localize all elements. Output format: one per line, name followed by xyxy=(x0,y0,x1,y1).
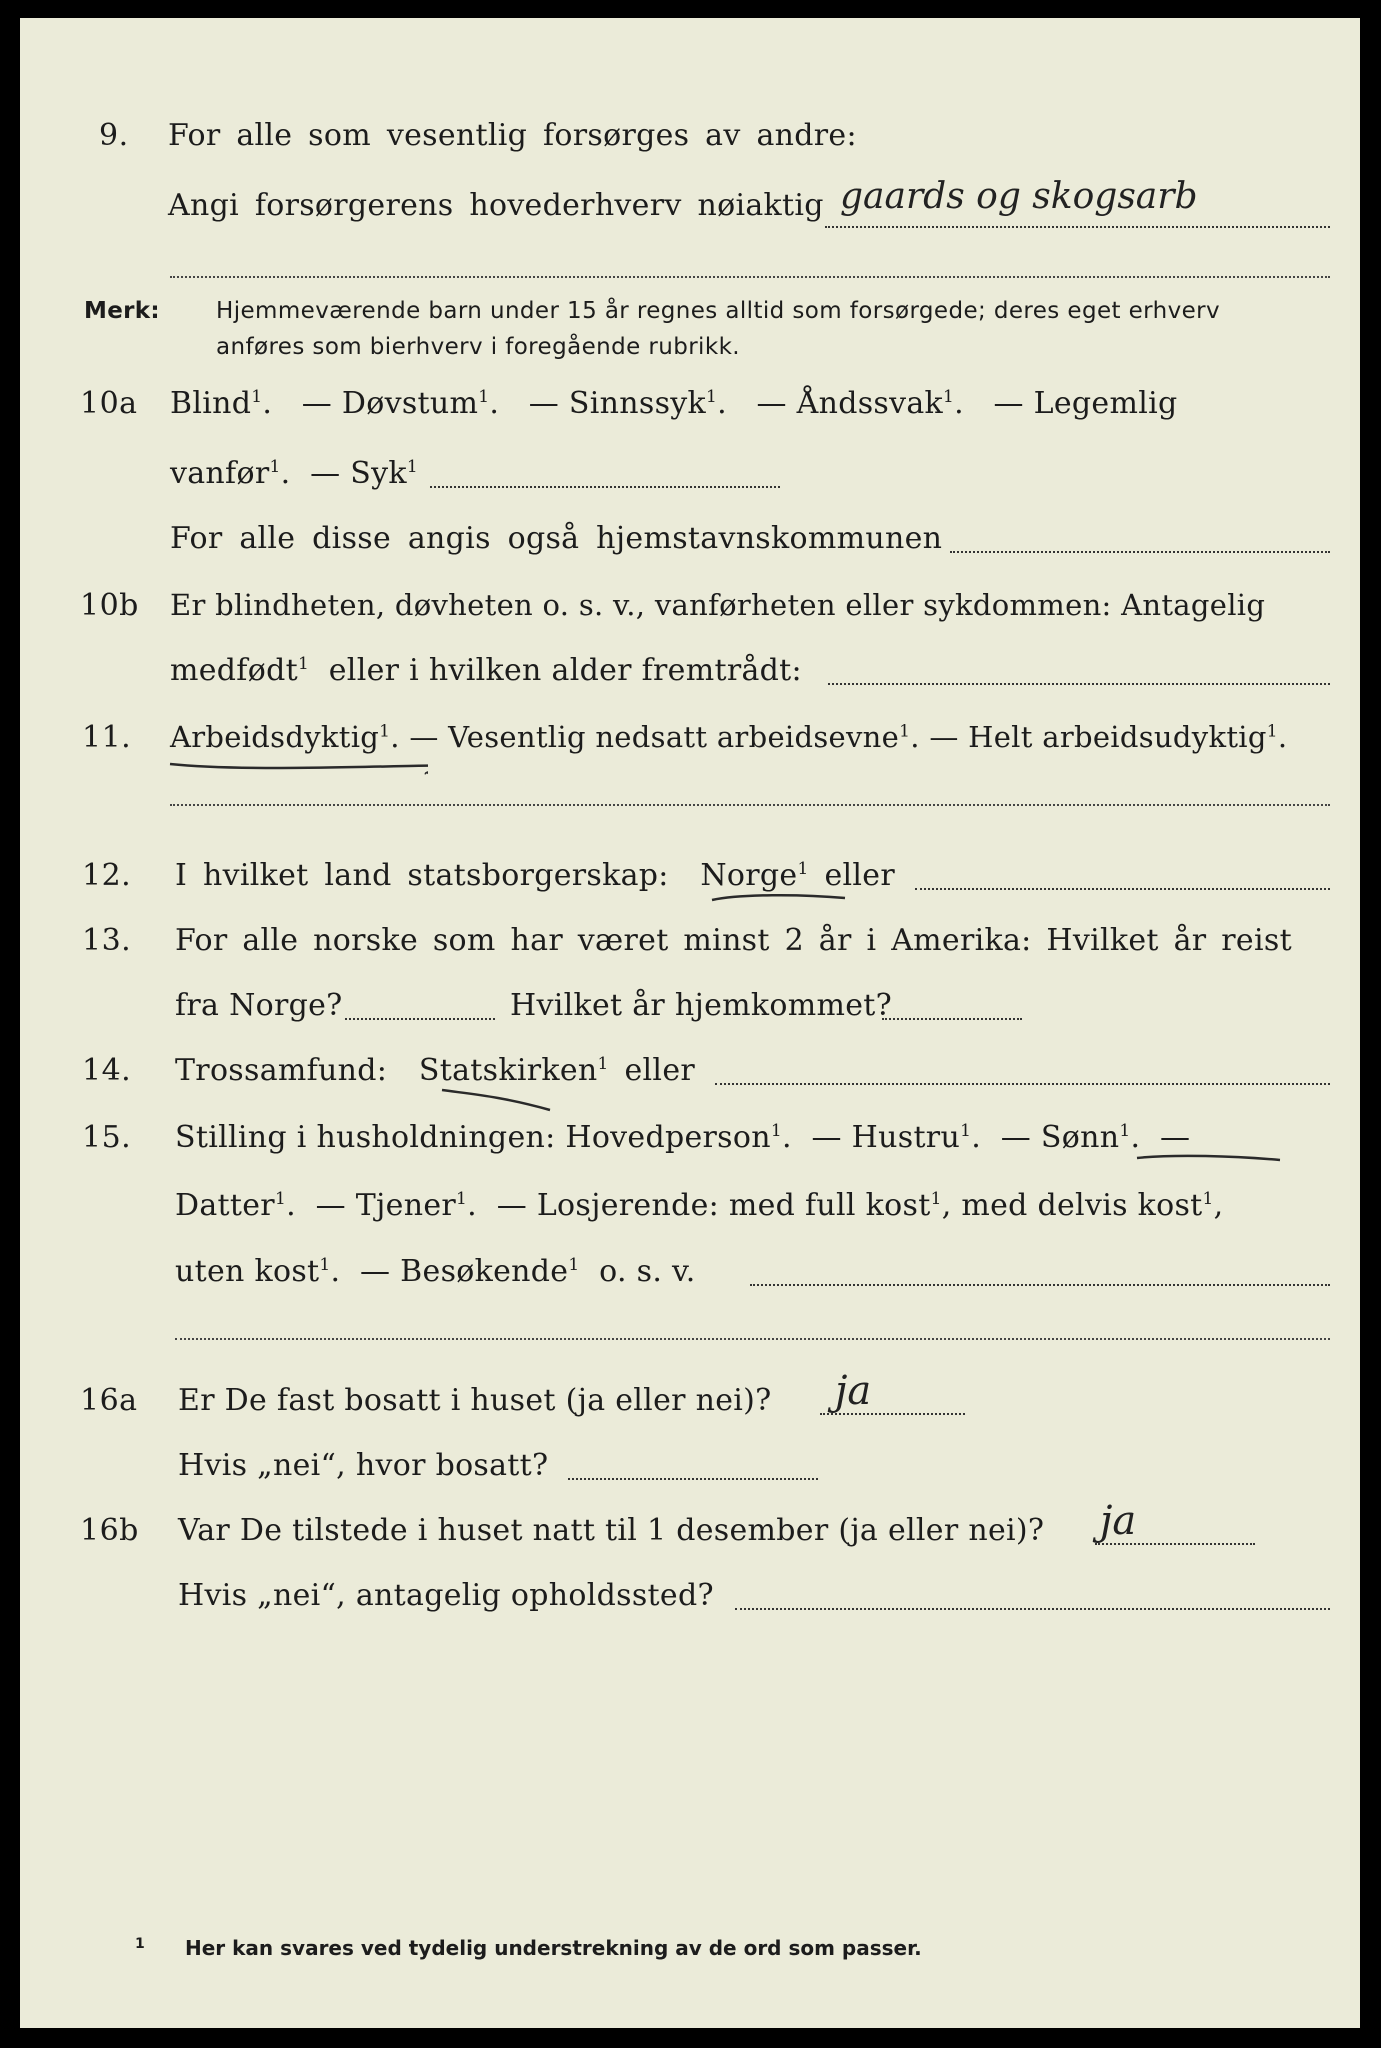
q9-divider xyxy=(170,276,1330,278)
q11-divider xyxy=(170,804,1330,806)
dot: . xyxy=(390,720,400,754)
q15-osv: o. s. v. xyxy=(599,1254,696,1289)
q9-handwritten-answer: gaards og skogsarb xyxy=(840,176,1198,217)
footnote-mark: 1 xyxy=(135,1936,145,1952)
sup-mark: 1 xyxy=(930,1189,942,1209)
q12-question: I hvilket land statsborgerskap: xyxy=(175,858,669,893)
dot: . xyxy=(467,1188,477,1223)
q15-uten-kost: uten kost xyxy=(175,1254,320,1289)
q16b-line2: Hvis „nei“, antagelig opholdssted? xyxy=(178,1578,714,1613)
q12-line xyxy=(175,858,895,893)
sup-mark: 1 xyxy=(770,1121,782,1141)
q11-nedsatt: — Vesentlig nedsatt arbeidsevne xyxy=(409,720,900,754)
sup-mark: 1 xyxy=(319,1255,331,1275)
sup-mark: 1 xyxy=(1119,1121,1131,1141)
q9-answer-line xyxy=(825,226,1330,228)
sup-mark: 1 xyxy=(478,387,490,407)
q11-line xyxy=(170,720,1287,754)
q16a-line1: Er De fast bosatt i huset (ja eller nei)? xyxy=(178,1383,772,1418)
q15-number: 15. xyxy=(82,1120,132,1155)
q14-answer-line xyxy=(715,1083,1330,1085)
q10b-line2-rest: eller i hvilken alder fremtrådt: xyxy=(328,653,802,688)
q14-line xyxy=(175,1053,695,1088)
q9-line1: For alle som vesentlig forsørges av andre: xyxy=(168,118,857,153)
census-form-page xyxy=(20,18,1360,2028)
q16b-line1: Var De tilstede i huset natt til 1 desember (ja eller nei)? xyxy=(178,1513,1045,1548)
sup-mark: 1 xyxy=(297,654,310,674)
q11-handwritten-underline xyxy=(168,756,428,776)
sup-mark: 1 xyxy=(379,721,391,742)
q11-arbeidsdyktig: Arbeidsdyktig xyxy=(170,720,380,754)
q14-trossamfund: Trossamfund: xyxy=(175,1053,388,1088)
q13-fra-line xyxy=(345,1018,495,1020)
q10a-legemlig: — Legemlig xyxy=(993,386,1178,421)
q13-number: 13. xyxy=(82,923,132,958)
q10a-andssvak: — Åndssvak xyxy=(756,386,944,421)
q15-datter: Datter xyxy=(175,1188,275,1223)
dot: . xyxy=(1277,720,1288,754)
q15-delvis: , med delvis kost xyxy=(941,1188,1203,1223)
q10a-syk: — Syk xyxy=(310,456,407,491)
q11-udyktig: — Helt arbeidsudyktig xyxy=(929,720,1267,754)
q13-hjemkommet: Hvilket år hjemkommet? xyxy=(510,988,893,1023)
q14-number: 14. xyxy=(82,1053,132,1088)
sup-mark: 1 xyxy=(706,387,718,407)
merk-line1: Hjemmeværende barn under 15 år regnes alltid som forsørgede; deres eget erhverv xyxy=(216,298,1221,324)
q10b-answer-line xyxy=(828,683,1330,685)
dot: . xyxy=(954,386,964,421)
dot: . xyxy=(489,386,500,421)
q10a-syk-line xyxy=(430,486,780,488)
q10a-kommune-line xyxy=(950,551,1330,553)
sup-mark: 1 xyxy=(960,1121,972,1141)
sup-mark: 1 xyxy=(943,387,955,407)
q11-number: 11. xyxy=(82,720,132,755)
q10a-vanfor: vanfør xyxy=(170,456,270,491)
sup-mark: 1 xyxy=(274,1189,287,1209)
sup-mark: 1 xyxy=(269,457,281,477)
sup-mark: 1 xyxy=(797,859,809,879)
dot: . xyxy=(280,456,291,491)
q15-besokende: — Besøkende xyxy=(360,1254,569,1289)
q10a-dovstum: — Døvstum xyxy=(301,386,479,421)
q13-fra-norge: fra Norge? xyxy=(175,988,343,1023)
q16b-number: 16b xyxy=(80,1513,139,1548)
q15-hustru: — Hustru xyxy=(811,1120,961,1155)
sup-mark: 1 xyxy=(456,1189,468,1209)
q10a-line3: For alle disse angis også hjemstavnskommunen xyxy=(170,521,943,556)
q15-losjerende: — Losjerende: med full kost xyxy=(496,1188,931,1223)
q10a-sinnssyk: — Sinnssyk xyxy=(528,386,707,421)
sup-mark: 1 xyxy=(1266,721,1278,742)
q10b-medfodt: medfødt xyxy=(170,653,298,688)
q14-eller: eller xyxy=(624,1053,696,1088)
q10b-number: 10b xyxy=(80,588,139,623)
q10a-number: 10a xyxy=(80,386,138,421)
q14-statskirken: Statskirken xyxy=(418,1053,598,1088)
dot: . xyxy=(910,720,920,754)
q16a-bosatt-line xyxy=(568,1478,818,1480)
q10a-blind: Blind xyxy=(170,386,252,421)
sup-mark: 1 xyxy=(597,1054,609,1074)
dot: . xyxy=(717,386,727,421)
q16a-number: 16a xyxy=(80,1383,138,1418)
q16b-handwritten-answer: ja xyxy=(1100,1498,1137,1544)
q16b-opholdssted-line xyxy=(735,1608,1330,1610)
q12-answer-line xyxy=(915,888,1330,890)
q15-dash: — xyxy=(1159,1120,1191,1155)
dot: . xyxy=(286,1188,296,1223)
q9-line2: Angi forsørgerens hovederhverv nøiaktig xyxy=(168,188,824,223)
q16a-answer-line xyxy=(820,1413,965,1415)
q12-number: 12. xyxy=(82,858,132,893)
q13-line1: For alle norske som har været minst 2 år i Amerika: Hvilket år reist xyxy=(175,923,1292,958)
q15-hovedperson: Stilling i husholdningen: Hovedperson xyxy=(175,1120,771,1155)
sup-mark: 1 xyxy=(899,721,911,742)
q15-divider xyxy=(175,1338,1330,1340)
q16b-answer-line xyxy=(1095,1543,1255,1545)
q12-norge: Norge xyxy=(700,858,798,893)
dot: . xyxy=(971,1120,982,1155)
q10b-line2 xyxy=(170,653,802,688)
q9-number: 9. xyxy=(99,118,129,153)
q15-line2: Datter$^1$. — Tjener$^1$. — Losjerende: med full kost$^1$, med delvis kost$^1$, xyxy=(175,1188,1224,1223)
q15-answer-line xyxy=(750,1284,1330,1286)
q15-line3 xyxy=(175,1254,696,1289)
dot: . xyxy=(1130,1120,1141,1155)
dot: . xyxy=(262,386,273,421)
dot: . xyxy=(330,1254,341,1289)
sup-mark: 1 xyxy=(1202,1189,1214,1209)
q10b-line1: Er blindheten, døvheten o. s. v., vanførheten eller sykdommen: Antagelig xyxy=(170,588,1266,622)
merk-line2: anføres som bierhverv i foregående rubrikk. xyxy=(216,334,740,360)
sup-mark: 1 xyxy=(406,457,418,477)
dot: . xyxy=(782,1120,792,1155)
sup-mark: 1 xyxy=(251,387,263,407)
q10a-line1 xyxy=(170,386,1178,421)
q16a-line2: Hvis „nei“, hvor bosatt? xyxy=(178,1448,549,1483)
q15-tjener: — Tjener xyxy=(315,1188,457,1223)
q10a-line2 xyxy=(170,456,418,491)
footnote-text: Her kan svares ved tydelig understrekning av de ord som passer. xyxy=(185,1936,922,1960)
merk-label: Merk: xyxy=(84,298,160,324)
sup-mark: 1 xyxy=(568,1255,580,1275)
q16a-handwritten-answer: ja xyxy=(835,1368,872,1414)
q15-line1 xyxy=(175,1120,1190,1155)
q15-sonn: — Sønn xyxy=(1000,1120,1120,1155)
q13-hjem-line xyxy=(882,1018,1022,1020)
q14-handwritten-underline xyxy=(440,1084,560,1114)
q12-eller: eller xyxy=(824,858,896,893)
